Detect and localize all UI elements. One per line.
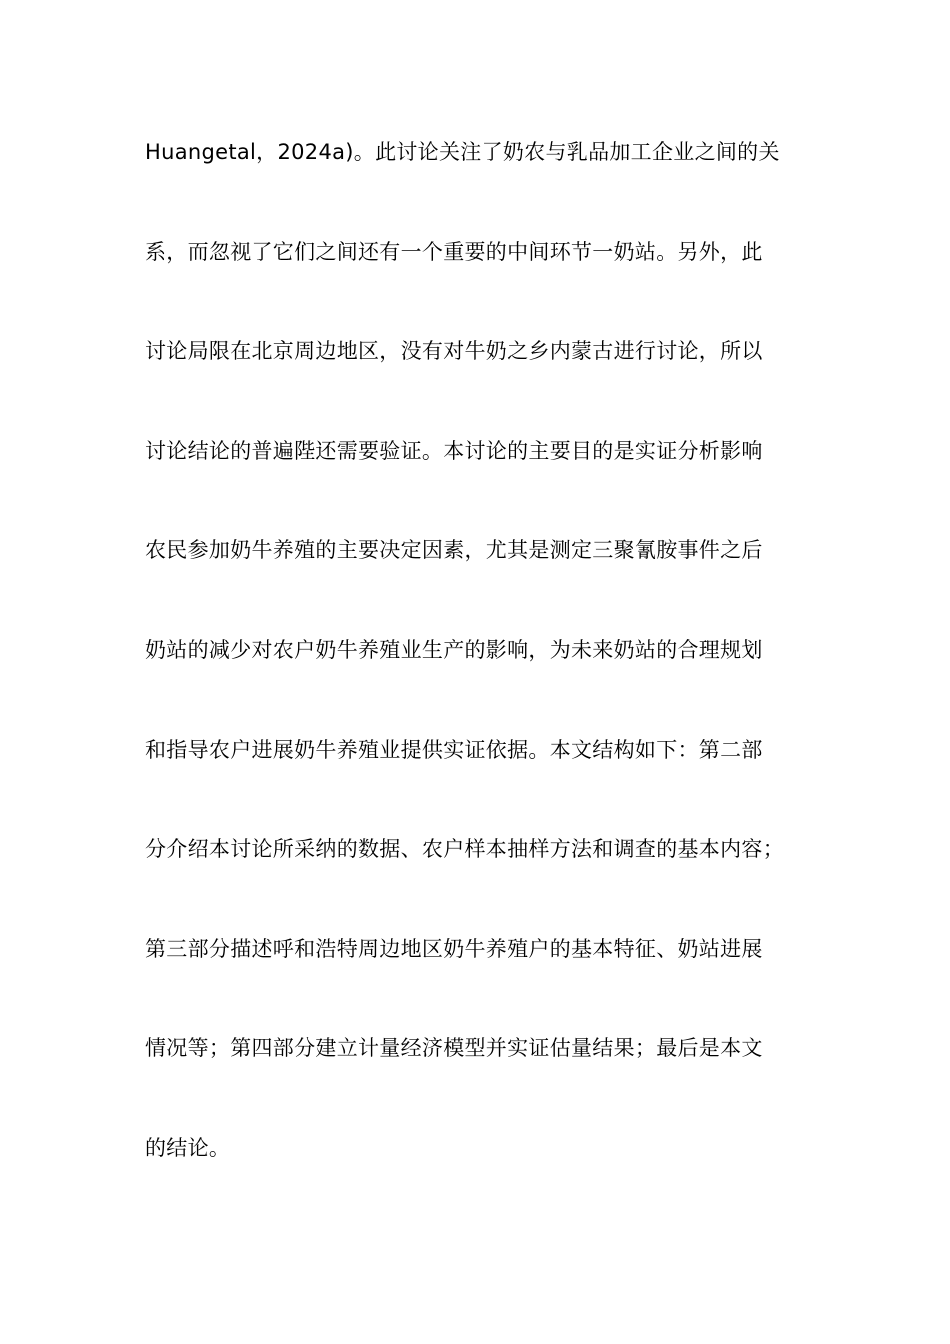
paragraph-line-7: 和指导农户进展奶牛养殖业提供实证依据。本文结构如下：第二部 [145, 737, 763, 762]
paragraph-line-1: Huangetal，2024a)。此讨论关注了奶农与乳品加工企业之间的关 [145, 140, 780, 164]
paragraph-line-8: 分介绍本讨论所采纳的数据、农户样本抽样方法和调查的基本内容； [145, 837, 784, 862]
paragraph-line-5: 农民参加奶牛养殖的主要决定因素，尤其是测定三聚氰胺事件之后 [145, 538, 763, 563]
paragraph-line-11: 的结论。 [145, 1135, 231, 1160]
paragraph-line-3: 讨论局限在北京周边地区，没有对牛奶之乡内蒙古进行讨论，所以 [145, 339, 763, 364]
paragraph-line-10: 情况等；第四部分建立计量经济模型并实证估量结果；最后是本文 [145, 1036, 763, 1061]
paragraph-line-9: 第三部分描述呼和浩特周边地区奶牛养殖户的基本特征、奶站进展 [145, 936, 763, 961]
paragraph-line-4: 讨论结论的普遍陛还需要验证。本讨论的主要目的是实证分析影响 [145, 438, 763, 463]
paragraph-line-6: 奶站的减少对农户奶牛养殖业生产的影响，为未来奶站的合理规划 [145, 637, 763, 662]
body-paragraph [145, 128, 825, 1224]
paragraph-line-2: 系，而忽视了它们之间还有一个重要的中间环节一奶站。另外，此 [145, 239, 763, 264]
